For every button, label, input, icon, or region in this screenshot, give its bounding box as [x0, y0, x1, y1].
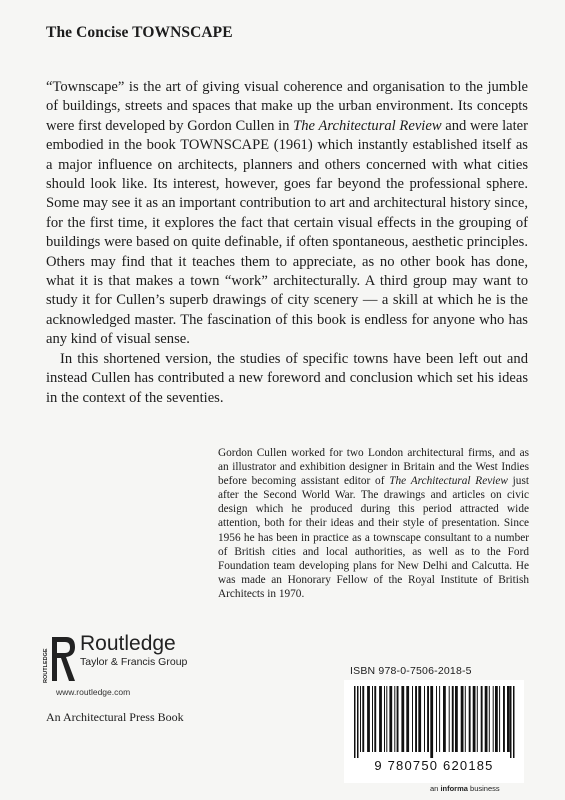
barcode-number: 9 780750 620185: [374, 758, 494, 773]
barcode-bar: [443, 686, 446, 752]
barcode-bar: [465, 686, 466, 752]
barcode-icon: [350, 686, 518, 758]
barcode-bar: [493, 686, 494, 752]
book-title: The Concise TOWNSCAPE: [46, 24, 233, 41]
informa-suffix: business: [467, 784, 500, 793]
publisher-name: Routledge: [80, 632, 176, 655]
barcode-bar: [461, 686, 464, 752]
barcode-bar: [357, 686, 359, 758]
blurb-p1-end: and were later embodied in the book TOWNSCAPE (1961) which instantly established itself as a major influence on architects, planners and others concerned with what cities should look like. Its interest, however, goes far beyond the professional sphere. Some may see it as an important contribution to art and architectural history since, for the first time, it explores the fact that certain visual effects in the grouping of buildings were based on quite definable, if often spontaneous, aesthetic principles. Others may find that it teaches them to appreciate, as no other book has done, what it is that makes a town “work” architecturally. A third group may want to study it for Cullen’s superb drawings of city scenery — a skill at which he is the acknowledged master. The fascination of this book is endless for anyone who has any kind of visual sense.: [46, 117, 528, 348]
publisher-text: [80, 633, 187, 669]
routledge-logo-vertical-text: ROUTLEDGE: [43, 648, 49, 683]
barcode-bar: [436, 686, 437, 752]
barcode-bar: [477, 686, 478, 752]
barcode-bar: [455, 686, 458, 752]
barcode-bar: [412, 686, 413, 752]
informa-prefix: an: [430, 784, 441, 793]
barcode-bar: [362, 686, 364, 752]
barcode-area: [344, 680, 524, 783]
barcode-bar: [427, 686, 429, 752]
barcode-bar: [485, 686, 488, 752]
barcode-bar: [469, 686, 471, 752]
barcode-bar: [401, 686, 404, 752]
journal-title: The Architectural Review: [293, 117, 442, 134]
publisher-group: Taylor & Francis Group: [80, 656, 188, 668]
barcode-bar: [394, 686, 395, 752]
bio-end: just after the Second World War. The drawings and articles on civic design which he produced during this period attracted wide attention, both for their ideas and their style of presentation. Since 1956 he has been in practice as a townscape consultant to a number of British cities and local authorities, as well as to the Ford Foundation team developing plans for New Delhi and Calcutta. He was made an Honorary Fellow of the Royal Institute of British Architects in 1970.: [218, 475, 529, 600]
barcode-bar: [354, 686, 356, 758]
barcode-bar: [367, 686, 370, 752]
barcode-bar: [481, 686, 483, 752]
bio-journal-title: The Architectural Review: [389, 475, 508, 488]
blurb-p1-start: “Townscape” is the art of giving visual coherence and organisation to the jumble of buildings, streets and spaces that make up the urban environment. Its concepts were first developed by Gordon Cullen in: [46, 79, 528, 134]
barcode-bar: [379, 686, 382, 752]
barcode-bar: [384, 686, 385, 752]
imprint-line: An Architectural Press Book: [46, 710, 184, 724]
informa-brand: informa: [440, 784, 468, 793]
barcode-bar: [386, 686, 387, 752]
isbn-label: ISBN 978-0-7506-2018-5: [350, 665, 472, 677]
barcode-bar: [449, 686, 450, 752]
barcode-bar: [418, 686, 421, 752]
barcode-bar: [389, 686, 392, 752]
informa-tagline: [430, 784, 500, 793]
bio-start: Gordon Cullen worked for two London architectural firms, and as an illustrator and exhibition designer in Britain and the West Indies before becoming assistant editor of: [218, 447, 529, 488]
barcode-bar: [372, 686, 373, 752]
barcode-bar: [503, 686, 505, 752]
barcode-bar: [495, 686, 498, 752]
blurb-paragraph-2: In this shortened version, the studies of specific towns have been left out and instead Cullen has contributed a new foreword and conclusion which set his ideas in the context of the seventies.: [46, 350, 528, 406]
barcode-bar: [424, 686, 425, 752]
blurb-paragraph-1: [46, 78, 528, 350]
barcode-bar: [510, 686, 512, 758]
barcode-bar: [473, 686, 476, 752]
routledge-logo-icon: [42, 633, 76, 685]
barcode-bar: [430, 686, 433, 758]
barcode-bar: [360, 686, 361, 752]
barcode-bar: [507, 686, 510, 752]
barcode-bar: [499, 686, 500, 752]
publisher-url: www.routledge.com: [56, 687, 131, 697]
barcode-bar: [452, 686, 454, 752]
barcode-bar: [513, 686, 515, 758]
publisher-block: [42, 633, 187, 685]
barcode-bar: [415, 686, 417, 752]
author-bio: [218, 446, 529, 601]
barcode-bar: [397, 686, 399, 752]
barcode-bar: [374, 686, 376, 752]
barcode-bar: [406, 686, 409, 752]
barcode-bar: [439, 686, 440, 752]
barcode-bar: [489, 686, 490, 752]
blurb-text: [46, 78, 528, 408]
